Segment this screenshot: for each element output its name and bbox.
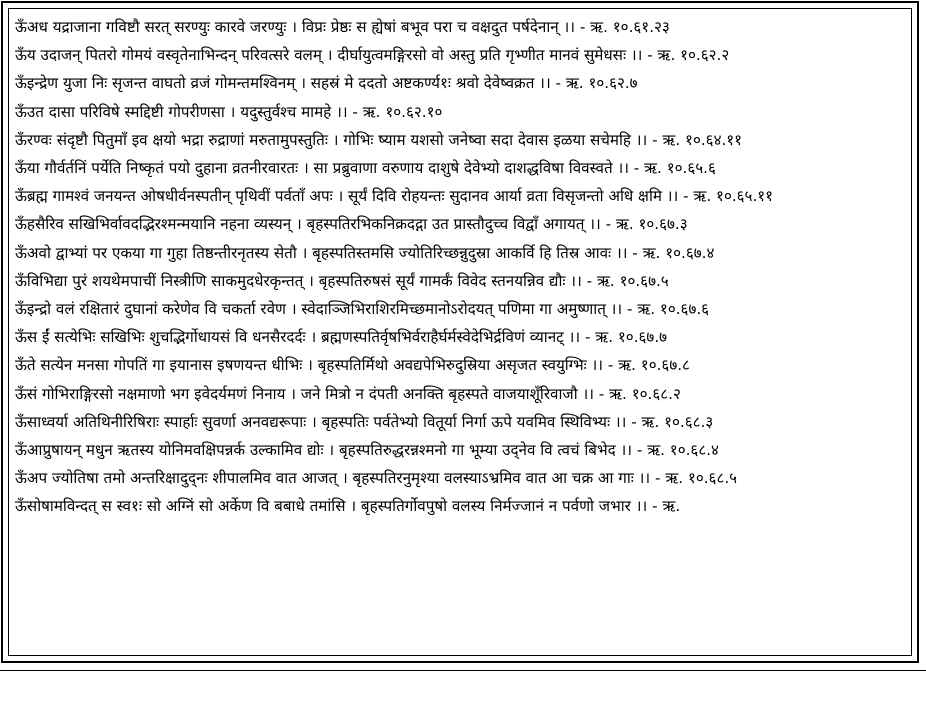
verse-line: ऊँसाध्वर्या अतिथिनीरिषिराः स्पार्हाः सुवर्णा अनवद्यरूपाः । बृहस्पतिः पर्वतेभ्यो वितूर्या निर्गा ऊपे यवमिव स्थिविभ्यः ।। - ऋ. १०.६८.३ — [15, 412, 714, 431]
verse-line: ऊँब्रह्म गामश्वं जनयन्त ओषधीर्वनस्पतीन् पृथिवीं पर्वताँ अपः । सूर्यं दिवि रोहयन्तः सुदानव आर्या व्रता विसृजन्तो अधि क्षमि ।। - ऋ. १०.६५.११ — [15, 187, 774, 206]
verse-line: ऊँअध यद्राजाना गविष्टौ सरत् सरण्युः कारवे जरण्युः । विप्रः प्रेष्ठः स ह्येषां बभूव परा च वक्षदुत पर्षदेनान् ।। - ऋ. १०.६१.२३ — [15, 18, 670, 36]
inner-frame — [8, 8, 912, 656]
verse-line: ऊँया गौर्वर्तनिं पर्येति निष्कृतं पयो दुहाना व्रतनीरवारतः । सा प्रब्रुवाणा वरुणाय दाशुषे देवेभ्यो दाशद्धविषा विवस्वते ।। - ऋ. १०.६५.६ — [15, 159, 716, 178]
verse-line: ऊँहसैरिव सखिभिर्वावदद्भिरश्मन्मयानि नहना व्यस्यन् । बृहस्पतिरभिकनिक्रदद्गा उत प्रास्तौदुच्च विद्वाँ अगायत् ।। - ऋ. १०.६७.३ — [15, 215, 688, 234]
page-divider — [0, 670, 926, 671]
verse-line: ऊँसं गोभिराङ्गिरसो नक्षमाणो भग इवेदर्यमणं निनाय । जने मित्रो न दंपती अनक्ति बृहस्पते वाजयाशूँरिवाजौ ।। - ऋ. १०.६८.२ — [15, 384, 681, 403]
verse-line: ऊँस ईं सत्येभिः सखिभिः शुचद्भिर्गोधायसं वि धनसैरदर्दः । ब्रह्मणस्पतिर्वृषभिर्वराहैर्घर्मस्वेदेभिर्द्रविणं व्यानट् ।। - ऋ. १०.६७.७ — [15, 328, 668, 347]
verse-line: ऊँअप ज्योतिषा तमो अन्तरिक्षादुद्नः शीपालमिव वात आजत् । बृहस्पतिरनुमृश्या वलस्याऽभ्रमिव वात आ चक्र आ गाः ।। - ऋ. १०.६८.५ — [15, 469, 738, 488]
verse-list — [9, 9, 911, 521]
verse-line: ऊँआप्रुषायन् मधुन ऋतस्य योनिमवक्षिपन्नर्क उल्कामिव द्योः । बृहस्पतिरुद्धरन्नश्मनो गा भूम्या उद्नेव वि त्वचं बिभेद ।। - ऋ. १०.६८.४ — [15, 441, 719, 460]
verse-line: ऊँय उदाजन् पितरो गोमयं वस्वृतेनाभिन्दन् परिवत्सरे वलम् । दीर्घायुत्वमङ्गिरसो वो अस्तु प्रति गृभ्णीत मानवं सुमेधसः ।। - ऋ. १०.६२.२ — [15, 46, 730, 65]
verse-line: ऊँइन्द्रेण युजा निः सृजन्त वाघतो व्रजं गोमन्तमश्विनम् । सहस्रं मे ददतो अष्टकर्ण्य१ः श्रवो देवेष्वक्रत ।। - ऋ. १०.६२.७ — [15, 74, 638, 93]
verse-line: ऊँसोषामविन्दत् स स्व१ः सो अग्निं सो अर्केण वि बबाधे तमांसि । बृहस्पतिर्गोवपुषो वलस्य निर्मज्जानं न पर्वणो जभार ।। - ऋ. — [15, 497, 681, 516]
verse-line: ऊँते सत्येन मनसा गोपतिं गा इयानास इषणयन्त धीभिः । बृहस्पतिर्मिथो अवद्यपेभिरुदुस्रिया असृजत स्वयुग्भिः ।। - ऋ. १०.६७.८ — [15, 356, 690, 375]
verse-line: ऊँरण्वः संदृष्टौ पितुमाँ इव क्षयो भद्रा रुद्राणां मरुतामुपस्तुतिः । गोभिः ष्याम यशसो जनेष्वा सदा देवास इळया सचेमहि ।। - ऋ. १०.६४.११ — [15, 130, 743, 149]
verse-line: ऊँउत दासा परिविषे स्मद्दिष्टी गोपरीणसा । यदुस्तुर्वश्च मामहे ।। - ऋ. १०.६२.१० — [15, 102, 443, 121]
verse-line: ऊँअवो द्वाभ्यां पर एकया गा गुहा तिष्ठन्तीरनृतस्य सेतौ । बृहस्पतिस्तमसि ज्योतिरिच्छन्नुदुस्रा आकर्वि हि तिस्र आवः ।। - ऋ. १०.६७.४ — [15, 243, 715, 262]
outer-frame — [1, 1, 919, 663]
verse-line: ऊँविभिद्या पुरं शयथेमपाचीं निस्त्रीणि साकमुदधेरकृन्तत् । बृहस्पतिरुषसं सूर्यं गामर्कं विवेद स्तनयन्निव द्यौः ।। - ऋ. १०.६७.५ — [15, 271, 669, 290]
verse-line: ऊँइन्द्रो वलं रक्षितारं दुघानां करेणेव वि चकर्ता रवेण । स्वेदाञ्जिभिराशिरमिच्छमानोऽरोदयत् पणिमा गा अमुष्णात् ।। - ऋ. १०.६७.६ — [15, 300, 710, 319]
